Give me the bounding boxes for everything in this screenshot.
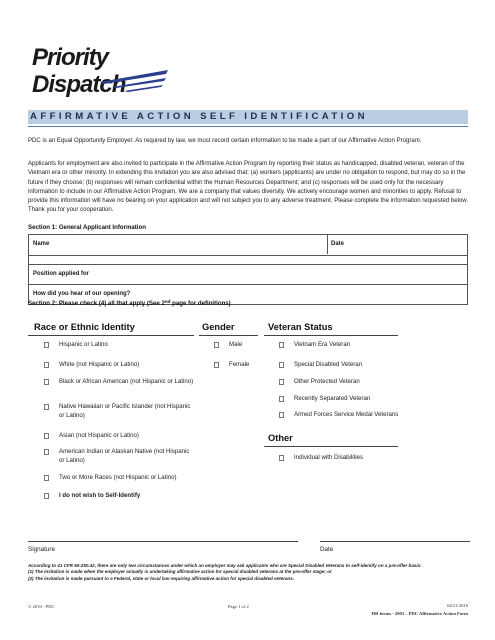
veteran-option-recently-separated[interactable]: Recently Separated Veteran [279,395,429,404]
checkbox[interactable] [44,404,49,410]
footer-page-number: Page 1 of 2 [228,604,249,609]
position-row[interactable] [29,264,467,284]
applicant-info-table [28,234,468,305]
logo-line1: Priority [32,44,109,71]
logo-graphic [30,40,170,100]
title-rule [28,126,468,127]
name-label: Name [33,241,50,247]
race-option-asian[interactable]: Asian (not Hispanic or Latino) [44,432,194,441]
title-bar [28,110,468,124]
race-heading: Race or Ethnic Identity [34,322,135,332]
priority-dispatch-logo [30,40,170,100]
legal-footnote [28,563,478,582]
veteran-heading: Veteran Status [268,322,333,332]
gender-option-female[interactable]: Female [214,361,264,370]
race-option-white[interactable]: White (not Hispanic or Latino) [44,361,194,370]
checkbox[interactable] [279,455,284,461]
other-option-disabilities[interactable]: Individual with Disabilities [279,454,429,463]
page-title: AFFIRMATIVE ACTION SELF IDENTIFICATION [30,111,368,122]
section-2-label-prefix: Section 2: Please check (4) all that apply (See 2 [28,300,165,307]
gender-heading-rule [199,335,258,336]
checkbox[interactable] [44,449,49,455]
name-row[interactable] [29,235,467,255]
checkbox[interactable] [44,493,49,499]
veteran-option-armed-forces[interactable]: Armed Forces Service Medal Veterans [279,411,439,420]
footer-date: 04/21/2010 [447,603,468,608]
checkbox[interactable] [279,412,284,418]
logo-swoosh-3 [124,85,163,92]
checkbox[interactable] [44,342,49,348]
race-option-no-self-identify[interactable]: I do not wish to Self-Identify [44,492,234,501]
checkbox[interactable] [279,396,284,402]
veteran-option-vietnam[interactable]: Vietnam Era Veteran [279,341,429,350]
checkbox[interactable] [44,475,49,481]
footer-copyright: © 2010 - PDC [28,604,55,609]
intro-paragraph-2: Applicants for employment are also invited to participate in the Affirmative Action Program by reporting their status as handicapped, disabled veteran, veteran of the Vietnam era or other minority. In extending this invitation you are also advised that: (a) workers (applicants) are under no obligation to respond, but may do so in the future if they choose; (b) responses will remain confidential within the Human Resources Department; and (c) responses will be used only for the necessary information to include in our Affirmative Action Program. We are a company that values diversity. We actively encourage women and minorities to apply. Refusal to provide this information will have no bearing on your application and will not subject you to any adverse treatment. Please complete the information requested below. Thank you for your cooperation. [28,161,468,214]
race-heading-rule [28,335,194,336]
veteran-option-other-protected[interactable]: Other Protected Veteran [279,378,429,387]
footnote-line-1: According to 41 CFR 60-250.42, there are only two circumstances under which an employer may ask applicants who are Special Disabled Veterans to self-identify on a pre-offer basis: [28,563,422,568]
section-2-label-suffix: page for definitions) [170,300,231,307]
gender-heading: Gender [202,322,235,332]
hear-label: How did you hear of our opening? [33,291,131,297]
table-spacer [29,255,467,264]
veteran-heading-rule [264,335,398,336]
signature-date-label: Date [320,546,334,553]
race-option-american-indian[interactable]: American Indian or Alaskan Native (not Hispanic or Latino) [44,448,194,465]
signature-line[interactable] [28,541,298,542]
race-option-hawaiian[interactable]: Native Hawaiian or Pacific Islander (not Hispanic or Latino) [44,403,194,420]
checkbox[interactable] [44,379,49,385]
race-option-two-or-more[interactable]: Two or More Races (not Hispanic or Latino) [44,474,234,483]
gender-option-male[interactable]: Male [214,341,264,350]
checkbox[interactable] [44,433,49,439]
checkbox[interactable] [44,362,49,368]
footnote-line-2: (1) The invitation is made when the employer actually is undertaking affirmative action for special disabled veterans at the pre-offer stage; or [28,569,332,575]
other-heading-rule [264,446,398,447]
checkbox[interactable] [279,379,284,385]
intro-paragraph-1: PDC is an Equal Opportunity Employer. As required by law, we must record certain information to be made a part of our Affirmative Action Program. [28,138,422,144]
veteran-option-special-disabled[interactable]: Special Disabled Veteran [279,361,429,370]
signature-label: Signature [28,546,55,553]
section-2-label [28,299,231,307]
logo-line2: Dispatch [32,71,126,98]
other-heading: Other [268,433,293,443]
date-label: Date [331,241,345,247]
checkbox[interactable] [214,342,219,348]
section-2-label-sup: nd [164,299,171,304]
signature-date-line[interactable] [320,541,470,542]
race-option-black[interactable]: Black or African American (not Hispanic or Latino) [44,378,194,387]
checkbox[interactable] [279,362,284,368]
checkbox[interactable] [214,362,219,368]
date-cell[interactable] [327,235,467,254]
section-1-label: Section 1: General Applicant Information [28,224,146,231]
race-option-hispanic[interactable]: Hispanic or Latino [44,341,194,350]
checkbox[interactable] [279,342,284,348]
footnote-line-3: (2) The invitation is made pursuant to a Federal, state or local law requiring affirmative action for special disabled veterans. [28,575,294,581]
position-label: Position applied for [33,271,90,277]
footer-form-name: HR forms - 2003 – PDC Affirmative Action Form [371,611,468,616]
